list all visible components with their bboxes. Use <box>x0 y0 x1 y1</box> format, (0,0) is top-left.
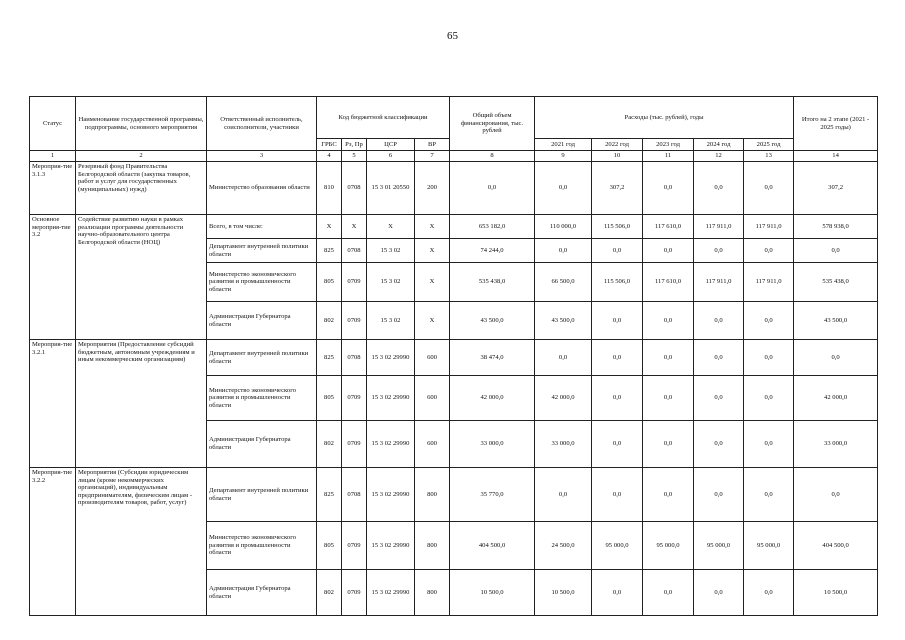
year-2025-cell: 0,0 <box>744 239 794 263</box>
header-expenses: Расходы (тыс. рублей), годы <box>535 97 794 139</box>
year-2023-cell: 117 610,0 <box>643 263 694 302</box>
csr-cell: 15 3 02 29990 <box>367 468 415 522</box>
table-header <box>30 97 878 162</box>
year-2025-cell: 117 911,0 <box>744 263 794 302</box>
year-2022-cell: 115 506,0 <box>592 263 643 302</box>
year-2023-cell: 95 000,0 <box>643 522 694 570</box>
csr-cell: 15 3 02 <box>367 302 415 340</box>
rzpr-cell: 0709 <box>342 302 367 340</box>
year-2024-cell: 0,0 <box>694 162 744 215</box>
year-2025-cell: 95 000,0 <box>744 522 794 570</box>
csr-cell: 15 3 01 20550 <box>367 162 415 215</box>
column-number: 5 <box>342 151 367 162</box>
csr-cell: X <box>367 215 415 239</box>
year-2024-cell: 117 911,0 <box>694 263 744 302</box>
year-2021-cell: 66 500,0 <box>535 263 592 302</box>
vr-cell: 600 <box>415 421 450 468</box>
total-funding-cell: 0,0 <box>450 162 535 215</box>
column-number-row <box>30 151 878 162</box>
year-2024-cell: 0,0 <box>694 239 744 263</box>
executor-cell: Администрация Губернатора области <box>207 421 317 468</box>
total-funding-cell: 38 474,0 <box>450 340 535 376</box>
year-2023-cell: 0,0 <box>643 468 694 522</box>
total-funding-cell: 33 000,0 <box>450 421 535 468</box>
total-funding-cell: 404 500,0 <box>450 522 535 570</box>
year-2025-cell: 0,0 <box>744 302 794 340</box>
year-2022-cell: 0,0 <box>592 468 643 522</box>
vr-cell: 600 <box>415 340 450 376</box>
vr-cell: 800 <box>415 468 450 522</box>
executor-cell: Департамент внутренней политики области <box>207 340 317 376</box>
csr-cell: 15 3 02 <box>367 263 415 302</box>
vr-cell: 800 <box>415 522 450 570</box>
rzpr-cell: 0709 <box>342 376 367 421</box>
year-2023-cell: 0,0 <box>643 340 694 376</box>
column-number: 4 <box>317 151 342 162</box>
grbs-cell: 810 <box>317 162 342 215</box>
year-2024-cell: 0,0 <box>694 302 744 340</box>
grbs-cell: 825 <box>317 340 342 376</box>
year-2022-cell: 0,0 <box>592 376 643 421</box>
total-funding-cell: 35 770,0 <box>450 468 535 522</box>
year-2021-cell: 0,0 <box>535 468 592 522</box>
year-2023-cell: 117 610,0 <box>643 215 694 239</box>
year-2025-cell: 0,0 <box>744 421 794 468</box>
result-cell: 578 938,0 <box>794 215 878 239</box>
executor-cell: Администрация Губернатора области <box>207 570 317 616</box>
year-2024-cell: 0,0 <box>694 340 744 376</box>
executor-cell: Департамент внутренней политики области <box>207 239 317 263</box>
header-executor: Ответственный исполнитель, соисполнители, участники <box>207 97 317 151</box>
year-2025-cell: 0,0 <box>744 570 794 616</box>
header-year-2024: 2024 год <box>694 139 744 151</box>
grbs-cell: 825 <box>317 468 342 522</box>
year-2024-cell: 0,0 <box>694 468 744 522</box>
executor-cell: Министерство экономического развития и промышленности области <box>207 263 317 302</box>
vr-cell: X <box>415 239 450 263</box>
vr-cell: X <box>415 302 450 340</box>
column-number: 11 <box>643 151 694 162</box>
rzpr-cell: X <box>342 215 367 239</box>
total-funding-cell: 535 438,0 <box>450 263 535 302</box>
year-2025-cell: 0,0 <box>744 162 794 215</box>
vr-cell: 600 <box>415 376 450 421</box>
header-year-2021: 2021 год <box>535 139 592 151</box>
year-2022-cell: 0,0 <box>592 340 643 376</box>
result-cell: 10 500,0 <box>794 570 878 616</box>
year-2024-cell: 0,0 <box>694 570 744 616</box>
year-2022-cell: 95 000,0 <box>592 522 643 570</box>
csr-cell: 15 3 02 29990 <box>367 340 415 376</box>
table-row <box>30 215 878 239</box>
year-2021-cell: 24 500,0 <box>535 522 592 570</box>
total-funding-cell: 10 500,0 <box>450 570 535 616</box>
executor-cell: Министерство экономического развития и промышленности области <box>207 376 317 421</box>
budget-table <box>29 96 878 616</box>
status-cell: Мероприя-тие 3.2.2 <box>30 468 76 616</box>
year-2022-cell: 115 506,0 <box>592 215 643 239</box>
grbs-cell: 802 <box>317 570 342 616</box>
year-2024-cell: 117 911,0 <box>694 215 744 239</box>
result-cell: 307,2 <box>794 162 878 215</box>
activity-name-cell: Резервный фонд Правительства Белгородской области (закупка товаров, работ и услуг для государственных (муниципальных) нужд) <box>76 162 207 215</box>
column-number: 8 <box>450 151 535 162</box>
year-2021-cell: 42 000,0 <box>535 376 592 421</box>
year-2021-cell: 10 500,0 <box>535 570 592 616</box>
year-2023-cell: 0,0 <box>643 376 694 421</box>
year-2021-cell: 0,0 <box>535 239 592 263</box>
column-number: 6 <box>367 151 415 162</box>
activity-name-cell: Мероприятия (Предоставление субсидий бюджетным, автономным учреждениям и иным некоммерческим организациям) <box>76 340 207 468</box>
year-2024-cell: 95 000,0 <box>694 522 744 570</box>
year-2023-cell: 0,0 <box>643 302 694 340</box>
page-number: 65 <box>447 30 458 42</box>
total-funding-cell: 653 182,0 <box>450 215 535 239</box>
csr-cell: 15 3 02 29990 <box>367 421 415 468</box>
result-cell: 0,0 <box>794 468 878 522</box>
year-2023-cell: 0,0 <box>643 162 694 215</box>
table-row <box>30 162 878 215</box>
year-2023-cell: 0,0 <box>643 239 694 263</box>
csr-cell: 15 3 02 29990 <box>367 376 415 421</box>
year-2024-cell: 0,0 <box>694 376 744 421</box>
year-2025-cell: 0,0 <box>744 468 794 522</box>
year-2021-cell: 33 000,0 <box>535 421 592 468</box>
year-2022-cell: 307,2 <box>592 162 643 215</box>
column-number: 2 <box>76 151 207 162</box>
table-row <box>30 468 878 522</box>
header-status: Статус <box>30 97 76 151</box>
year-2023-cell: 0,0 <box>643 421 694 468</box>
header-year-2023: 2023 год <box>643 139 694 151</box>
column-number: 1 <box>30 151 76 162</box>
rzpr-cell: 0708 <box>342 239 367 263</box>
total-funding-cell: 74 244,0 <box>450 239 535 263</box>
header-year-2025: 2025 год <box>744 139 794 151</box>
column-number: 7 <box>415 151 450 162</box>
year-2025-cell: 117 911,0 <box>744 215 794 239</box>
grbs-cell: 802 <box>317 302 342 340</box>
year-2025-cell: 0,0 <box>744 376 794 421</box>
grbs-cell: X <box>317 215 342 239</box>
grbs-cell: 805 <box>317 263 342 302</box>
header-result: Итого на 2 этапе (2021 - 2025 годы) <box>794 97 878 151</box>
csr-cell: 15 3 02 29990 <box>367 522 415 570</box>
grbs-cell: 805 <box>317 522 342 570</box>
rzpr-cell: 0708 <box>342 340 367 376</box>
vr-cell: X <box>415 263 450 302</box>
result-cell: 535 438,0 <box>794 263 878 302</box>
executor-cell: Администрация Губернатора области <box>207 302 317 340</box>
status-cell: Основное мероприя-тие 3.2 <box>30 215 76 340</box>
csr-cell: 15 3 02 29990 <box>367 570 415 616</box>
executor-cell: Всего, в том числе: <box>207 215 317 239</box>
grbs-cell: 825 <box>317 239 342 263</box>
result-cell: 404 500,0 <box>794 522 878 570</box>
column-number: 12 <box>694 151 744 162</box>
year-2023-cell: 0,0 <box>643 570 694 616</box>
rzpr-cell: 0709 <box>342 522 367 570</box>
total-funding-cell: 43 500,0 <box>450 302 535 340</box>
csr-cell: 15 3 02 <box>367 239 415 263</box>
executor-cell: Департамент внутренней политики области <box>207 468 317 522</box>
rzpr-cell: 0709 <box>342 263 367 302</box>
rzpr-cell: 0708 <box>342 468 367 522</box>
status-cell: Мероприя-тие 3.1.3 <box>30 162 76 215</box>
table-row <box>30 340 878 376</box>
year-2021-cell: 110 000,0 <box>535 215 592 239</box>
year-2021-cell: 0,0 <box>535 340 592 376</box>
header-csr: ЦСР <box>367 139 415 151</box>
header-vr: ВР <box>415 139 450 151</box>
total-funding-cell: 42 000,0 <box>450 376 535 421</box>
grbs-cell: 802 <box>317 421 342 468</box>
activity-name-cell: Содействие развитию науки в рамках реализации программы деятельности научно-образовательного центра Белгородской области (НОЦ) <box>76 215 207 340</box>
header-rzpr: Рз, Пр <box>342 139 367 151</box>
year-2022-cell: 0,0 <box>592 239 643 263</box>
year-2022-cell: 0,0 <box>592 570 643 616</box>
column-number: 13 <box>744 151 794 162</box>
column-number: 14 <box>794 151 878 162</box>
header-name: Наименование государственной программы, подпрограммы, основного мероприятия <box>76 97 207 151</box>
grbs-cell: 805 <box>317 376 342 421</box>
executor-cell: Министерство экономического развития и промышленности области <box>207 522 317 570</box>
result-cell: 33 000,0 <box>794 421 878 468</box>
vr-cell: 800 <box>415 570 450 616</box>
result-cell: 42 000,0 <box>794 376 878 421</box>
rzpr-cell: 0709 <box>342 570 367 616</box>
column-number: 9 <box>535 151 592 162</box>
header-grbs: ГРБС <box>317 139 342 151</box>
rzpr-cell: 0708 <box>342 162 367 215</box>
year-2021-cell: 0,0 <box>535 162 592 215</box>
header-total-funding: Общий объем финансирования, тыс. рублей <box>450 97 535 151</box>
result-cell: 0,0 <box>794 340 878 376</box>
year-2022-cell: 0,0 <box>592 302 643 340</box>
year-2022-cell: 0,0 <box>592 421 643 468</box>
year-2025-cell: 0,0 <box>744 340 794 376</box>
column-number: 10 <box>592 151 643 162</box>
rzpr-cell: 0709 <box>342 421 367 468</box>
status-cell: Мероприя-тие 3.2.1 <box>30 340 76 468</box>
result-cell: 43 500,0 <box>794 302 878 340</box>
vr-cell: X <box>415 215 450 239</box>
header-year-2022: 2022 год <box>592 139 643 151</box>
header-budget-code: Код бюджетной классификации <box>317 97 450 139</box>
year-2024-cell: 0,0 <box>694 421 744 468</box>
result-cell: 0,0 <box>794 239 878 263</box>
year-2021-cell: 43 500,0 <box>535 302 592 340</box>
column-number: 3 <box>207 151 317 162</box>
vr-cell: 200 <box>415 162 450 215</box>
activity-name-cell: Мероприятия (Субсидии юридическим лицам (кроме некоммерческих организаций), индивидуальным предпринимателям, физическим лицам - производителям товаров, работ, услуг) <box>76 468 207 616</box>
executor-cell: Министерство образования области <box>207 162 317 215</box>
